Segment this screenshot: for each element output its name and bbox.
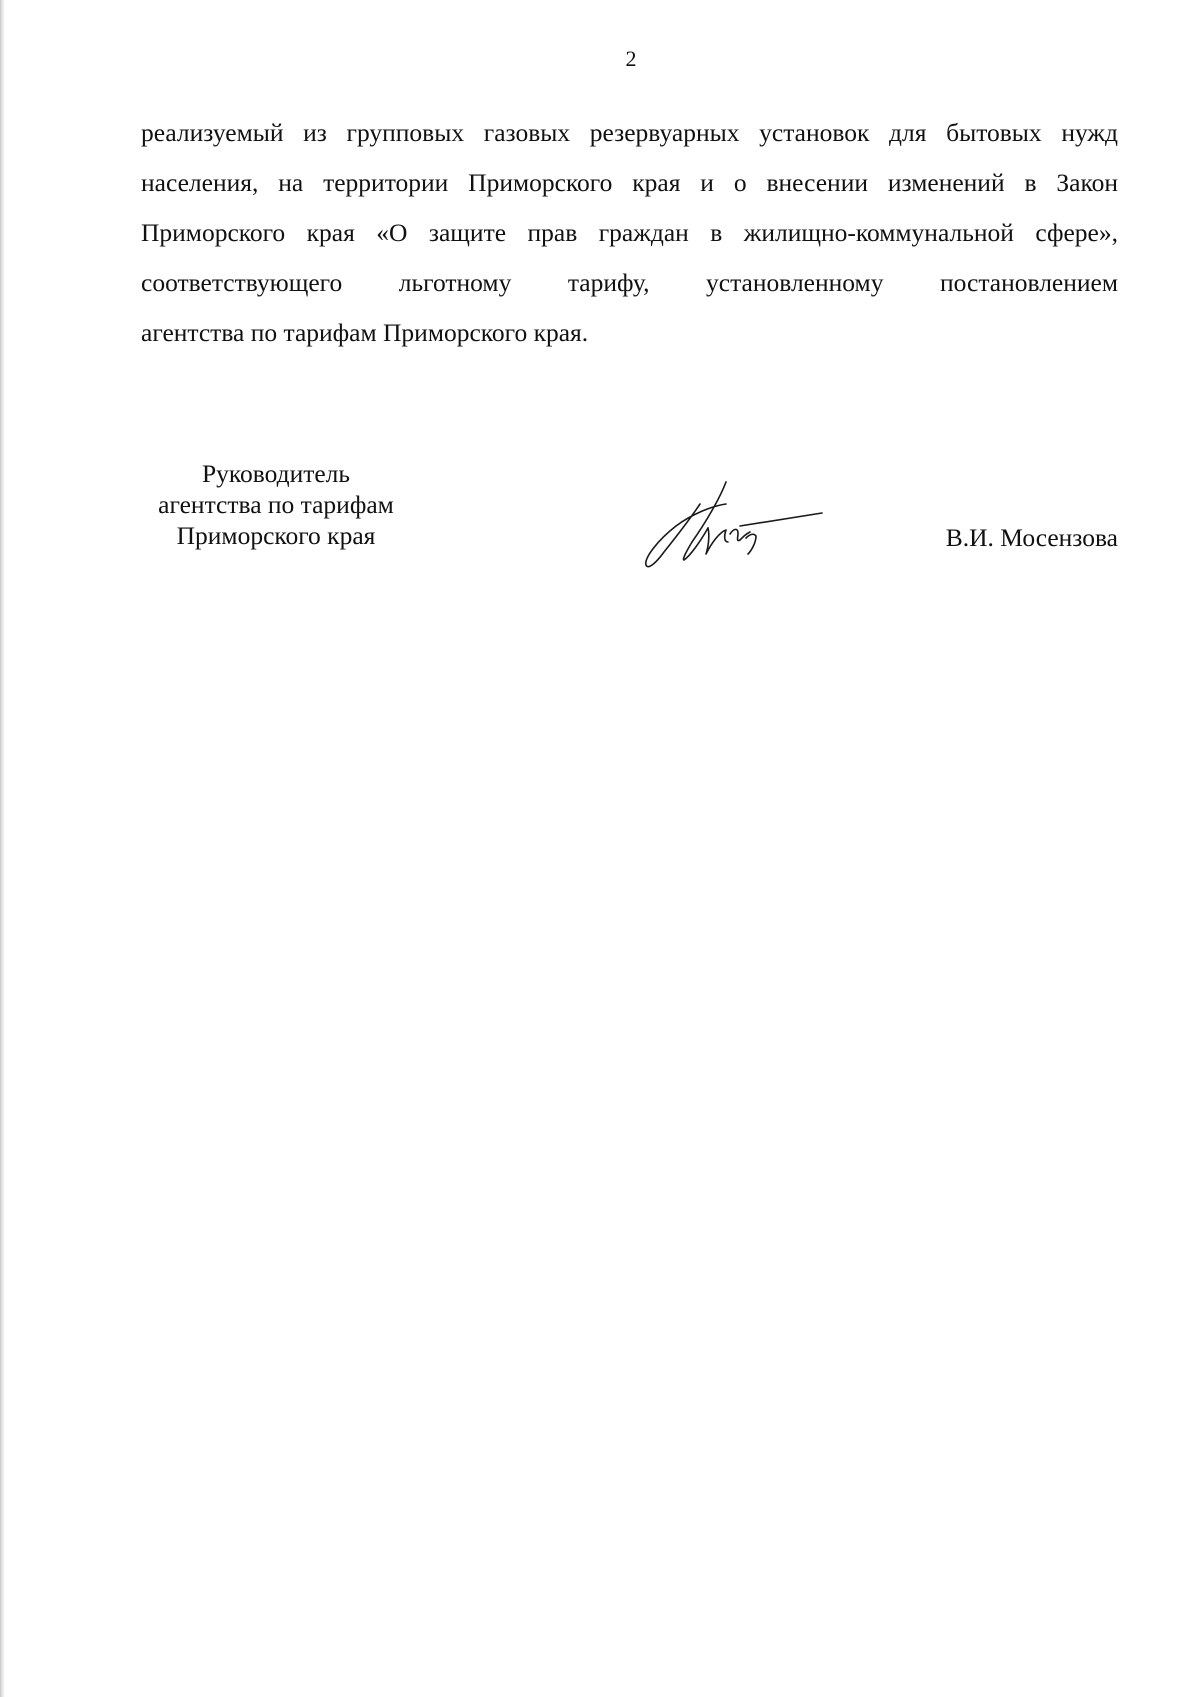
body-line: Приморского края «О защите прав граждан в жилищно-коммунальной сфере»,	[141, 218, 1118, 247]
signer-name: В.И. Мосензова	[945, 523, 1118, 552]
page-number: 2	[625, 46, 637, 71]
signer-title	[141, 458, 411, 551]
signer-title-line: Приморского края	[176, 521, 376, 550]
signer-title-line: Руководитель	[201, 459, 351, 488]
body-line: населения, на территории Приморского края и о внесении изменений в Закон	[141, 168, 1118, 197]
body-line: реализуемый из групповых газовых резервуарных установок для бытовых нужд	[141, 118, 1118, 147]
body-line: агентства по тарифам Приморского края.	[141, 318, 589, 347]
body-line: соответствующего льготному тарифу, установленному постановлением	[141, 268, 1118, 297]
scan-edge	[0, 0, 5, 1697]
body-paragraph	[141, 108, 1118, 358]
handwritten-signature-icon	[640, 470, 825, 575]
signer-title-line: агентства по тарифам	[158, 490, 394, 519]
